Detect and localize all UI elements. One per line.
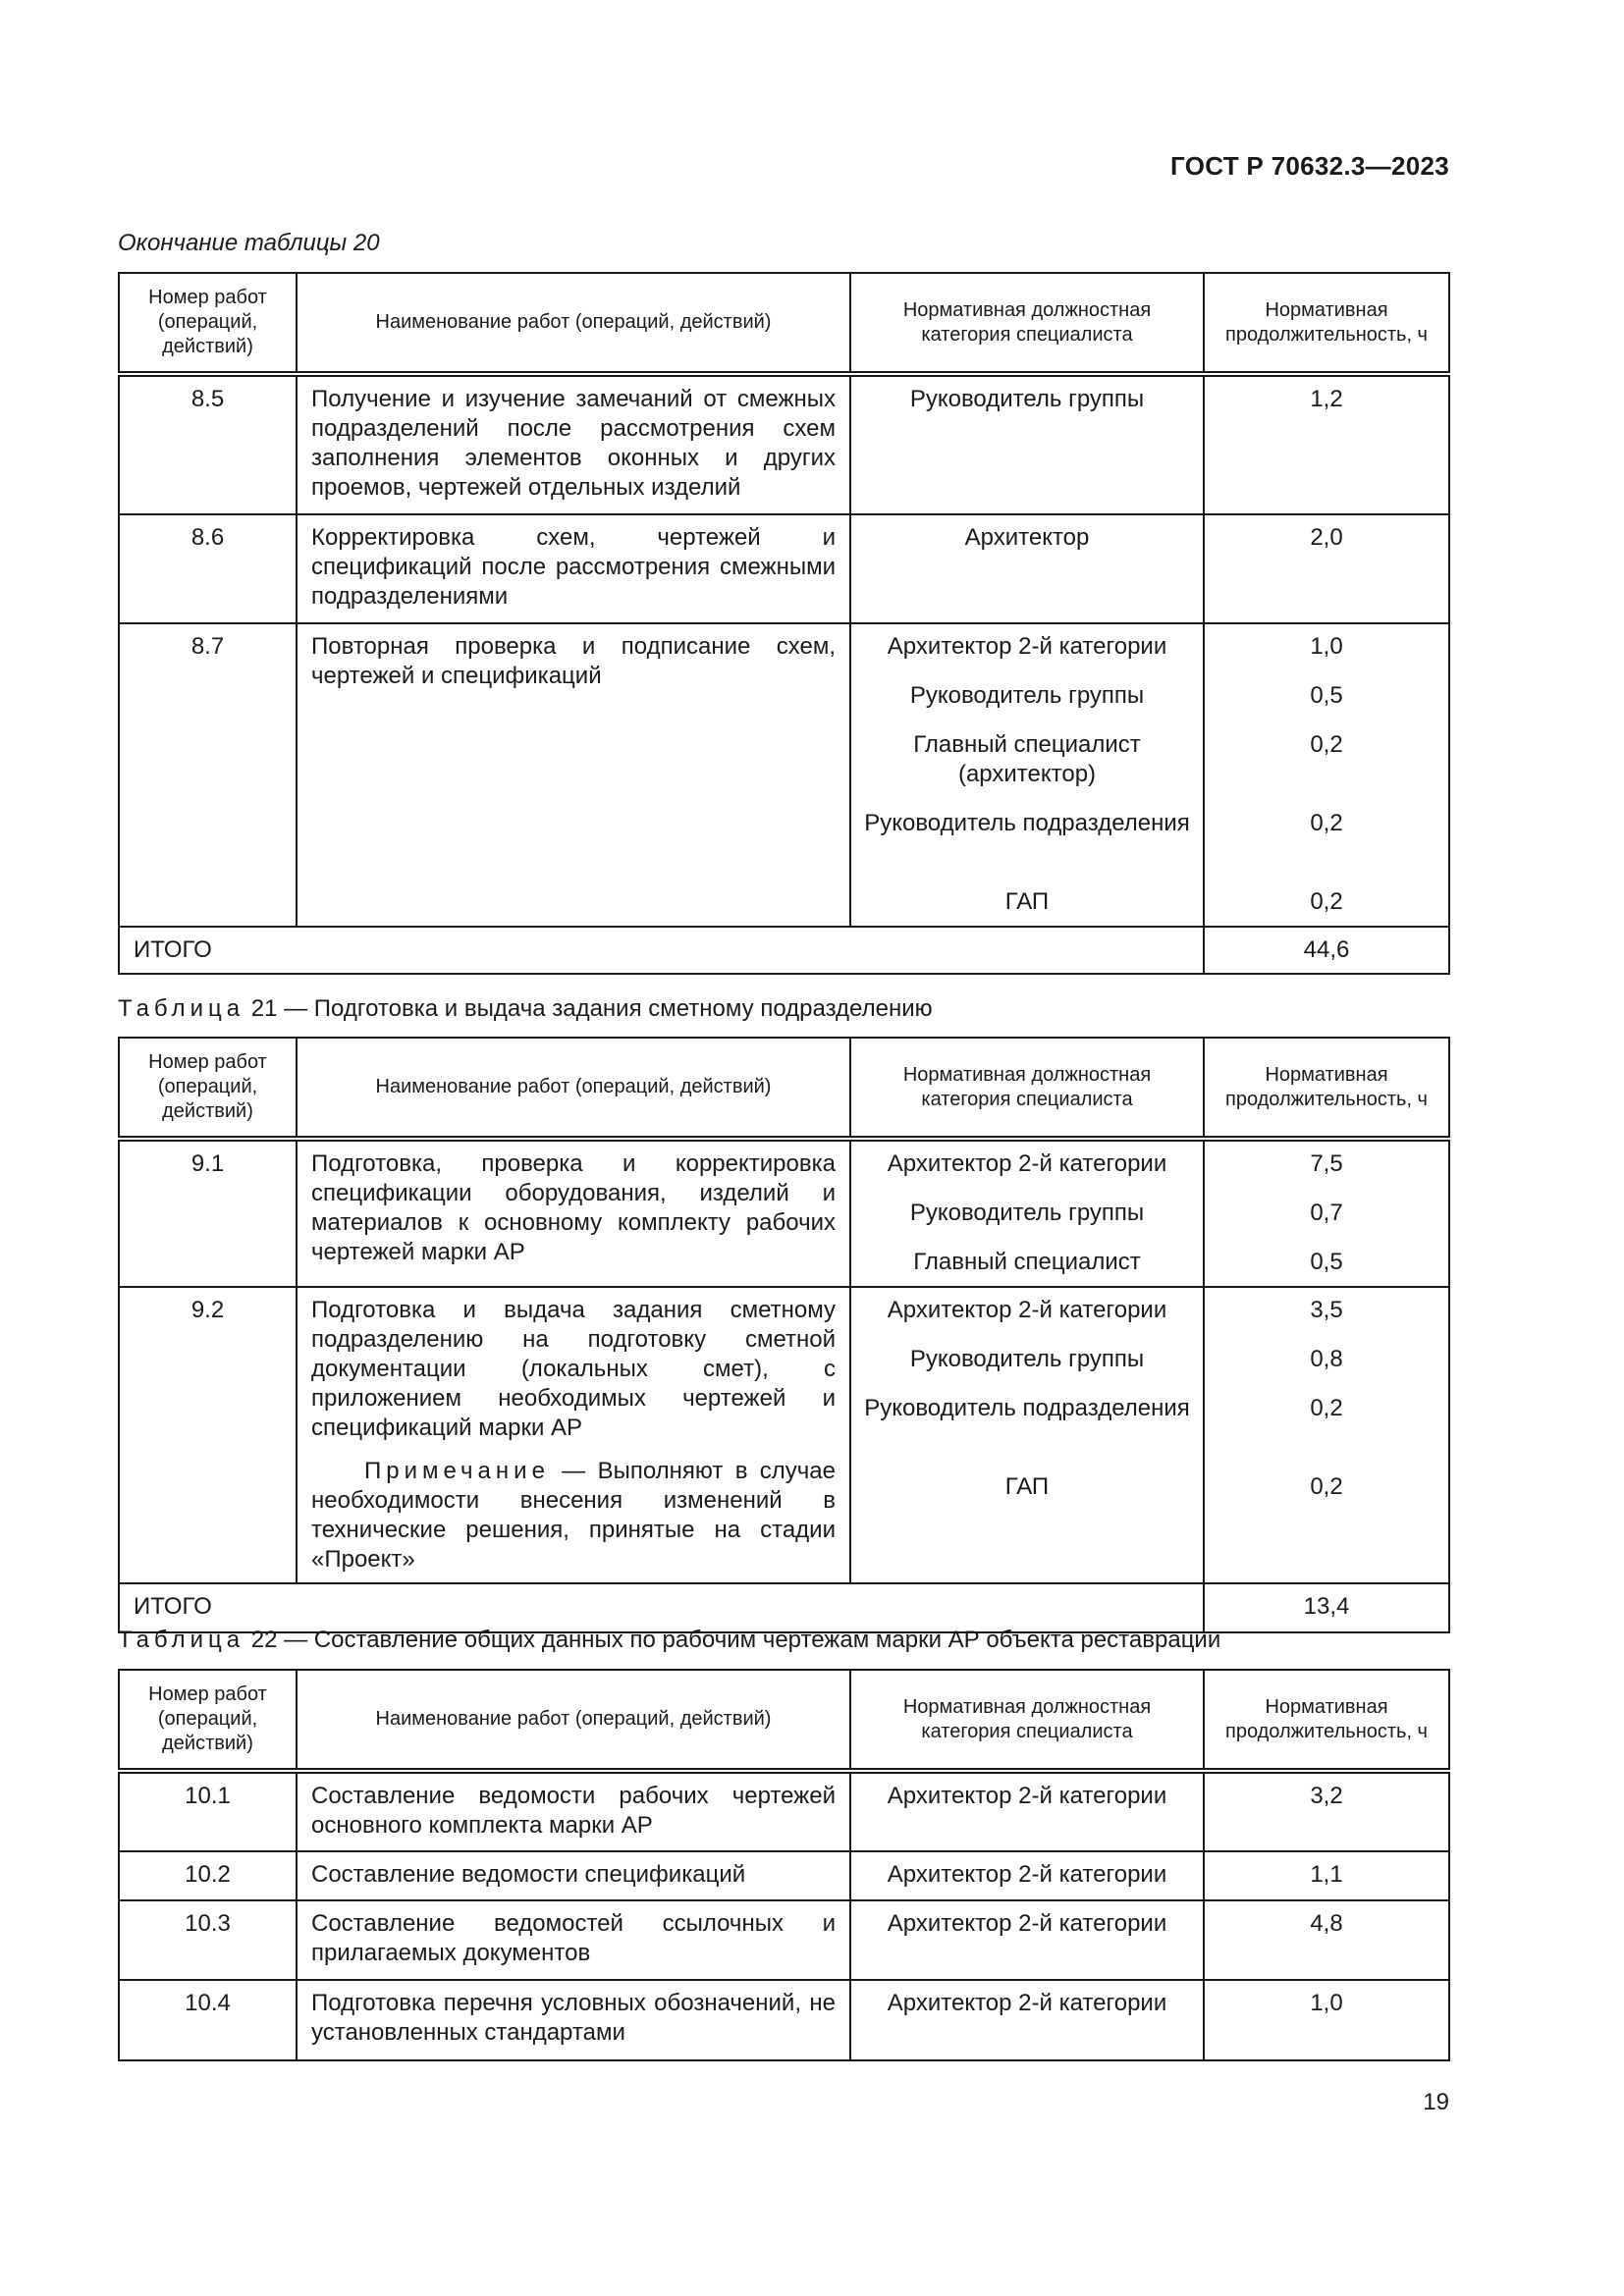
row-duration xyxy=(1204,1900,1449,1980)
row-category xyxy=(850,1980,1204,2060)
category-item: Главный специалист (архитектор) xyxy=(913,731,1141,787)
duration-item: 1,1 xyxy=(1310,1861,1343,1888)
table-row xyxy=(119,1851,1449,1900)
row-name: Повторная проверка и подписание схем, чертежей и спецификаций xyxy=(297,623,850,927)
duration-item: 4,8 xyxy=(1310,1910,1343,1937)
row-number: 8.6 xyxy=(119,514,297,623)
total-row xyxy=(119,927,1449,974)
duration-item: 0,8 xyxy=(1310,1346,1343,1372)
duration-item: 3,2 xyxy=(1310,1783,1343,1809)
row-number: 10.1 xyxy=(119,1771,297,1851)
category-item: Руководитель подразделения xyxy=(864,1395,1190,1421)
total-value: 13,4 xyxy=(1204,1583,1449,1632)
total-row xyxy=(119,1583,1449,1632)
row-category xyxy=(850,1139,1204,1287)
row-duration xyxy=(1204,1851,1449,1900)
row-number: 10.3 xyxy=(119,1900,297,1980)
col-header-duration: Нормативная продолжительность, ч xyxy=(1204,1670,1449,1771)
duration-item: 0,2 xyxy=(1310,1395,1343,1421)
category-item: Руководитель подразделения xyxy=(864,810,1190,836)
document-header: ГОСТ Р 70632.3—2023 xyxy=(1170,151,1449,181)
category-item: Архитектор 2-й категории xyxy=(887,1783,1167,1809)
duration-item: 3,5 xyxy=(1310,1297,1343,1323)
table-row xyxy=(119,1900,1449,1980)
table-row xyxy=(119,1139,1449,1287)
table-row xyxy=(119,1287,1449,1583)
row-name xyxy=(297,1287,850,1583)
row-duration xyxy=(1204,623,1449,927)
table-header-row xyxy=(119,273,1449,374)
duration-item: 0,2 xyxy=(1310,810,1343,836)
table-header-row xyxy=(119,1670,1449,1771)
category-item: Архитектор 2-й категории xyxy=(887,1297,1167,1323)
col-header-category: Нормативная должностная категория специалиста xyxy=(850,273,1204,374)
caption-text: 21 — Подготовка и выдача задания сметному подразделению xyxy=(244,995,933,1022)
category-item: Руководитель группы xyxy=(909,682,1145,709)
row-duration xyxy=(1204,514,1449,623)
row-duration xyxy=(1204,1980,1449,2060)
row-number: 8.5 xyxy=(119,374,297,514)
col-header-number: Номер работ (операций, действий) xyxy=(119,1038,297,1139)
duration-item: 1,2 xyxy=(1310,386,1343,412)
col-header-category: Нормативная должностная категория специалиста xyxy=(850,1038,1204,1139)
row-category xyxy=(850,1771,1204,1851)
table-22-caption xyxy=(118,1627,1220,1654)
table-header-row xyxy=(119,1038,1449,1139)
table-22 xyxy=(118,1669,1450,2061)
table-21-caption xyxy=(118,995,933,1023)
category-item: ГАП xyxy=(1004,888,1050,915)
duration-item: 0,2 xyxy=(1310,731,1343,758)
category-item: Архитектор 2-й категории xyxy=(887,1861,1167,1888)
total-label: ИТОГО xyxy=(119,1583,1204,1632)
duration-item: 2,0 xyxy=(1310,524,1343,551)
row-duration xyxy=(1204,1139,1449,1287)
duration-item: 1,0 xyxy=(1310,633,1343,660)
row-note xyxy=(311,1457,836,1575)
row-number: 9.1 xyxy=(119,1139,297,1287)
category-item: Архитектор 2-й категории xyxy=(887,633,1167,660)
col-header-number: Номер работ (операций, действий) xyxy=(119,1670,297,1771)
row-number: 8.7 xyxy=(119,623,297,927)
row-name: Составление ведомости рабочих чертежей основного комплекта марки АР xyxy=(297,1771,850,1851)
row-category xyxy=(850,1287,1204,1583)
row-category xyxy=(850,623,1204,927)
duration-item: 0,2 xyxy=(1310,1473,1343,1500)
col-header-duration: Нормативная продолжительность, ч xyxy=(1204,1038,1449,1139)
total-value: 44,6 xyxy=(1204,927,1449,974)
table-row xyxy=(119,514,1449,623)
col-header-name: Наименование работ (операций, действий) xyxy=(297,1670,850,1771)
row-duration xyxy=(1204,1771,1449,1851)
note-label: Примечание xyxy=(364,1458,550,1484)
row-duration xyxy=(1204,374,1449,514)
category-item: Руководитель группы xyxy=(909,1200,1145,1226)
table-21 xyxy=(118,1037,1450,1633)
col-header-name: Наименование работ (операций, действий) xyxy=(297,1038,850,1139)
row-name-text: Подготовка и выдача задания сметному подразделению на подготовку сметной документации (локальных смет), с приложением необходимых чертежей и спецификаций марки АР xyxy=(311,1297,836,1441)
row-number: 10.4 xyxy=(119,1980,297,2060)
caption-label: Таблица xyxy=(118,995,245,1022)
duration-item: 0,2 xyxy=(1310,888,1343,915)
col-header-name: Наименование работ (операций, действий) xyxy=(297,273,850,374)
total-label: ИТОГО xyxy=(119,927,1204,974)
row-duration xyxy=(1204,1287,1449,1583)
row-name: Подготовка, проверка и корректировка спецификации оборудования, изделий и материалов к основному комплекту рабочих чертежей марки АР xyxy=(297,1139,850,1287)
category-item: Руководитель группы xyxy=(909,1346,1145,1372)
table-row xyxy=(119,1980,1449,2060)
row-category xyxy=(850,514,1204,623)
col-header-duration: Нормативная продолжительность, ч xyxy=(1204,273,1449,374)
row-category xyxy=(850,1900,1204,1980)
duration-item: 1,0 xyxy=(1310,1990,1343,2016)
table-row xyxy=(119,1771,1449,1851)
category-item: Главный специалист xyxy=(913,1249,1141,1275)
duration-item: 7,5 xyxy=(1310,1150,1343,1177)
duration-item: 0,5 xyxy=(1310,682,1343,709)
col-header-number: Номер работ (операций, действий) xyxy=(119,273,297,374)
category-item: Архитектор 2-й категории xyxy=(887,1910,1167,1937)
row-number: 10.2 xyxy=(119,1851,297,1900)
duration-item: 0,5 xyxy=(1310,1249,1343,1275)
row-name: Получение и изучение замечаний от смежных подразделений после рассмотрения схем заполнения элементов оконных и других проемов, чертежей отдельных изделий xyxy=(297,374,850,514)
row-name: Подготовка перечня условных обозначений, не установленных стандартами xyxy=(297,1980,850,2060)
table-20-caption: Окончание таблицы 20 xyxy=(118,230,380,256)
row-name: Корректировка схем, чертежей и спецификаций после рассмотрения смежными подразделениями xyxy=(297,514,850,623)
category-item: Архитектор xyxy=(964,524,1090,551)
caption-text: 22 — Составление общих данных по рабочим чертежам марки АР объекта реставрации xyxy=(244,1627,1221,1653)
table-20 xyxy=(118,272,1450,975)
category-item: ГАП xyxy=(1004,1473,1050,1500)
row-name: Составление ведомости спецификаций xyxy=(297,1851,850,1900)
col-header-category: Нормативная должностная категория специалиста xyxy=(850,1670,1204,1771)
caption-label: Таблица xyxy=(118,1627,245,1653)
category-item: Архитектор 2-й категории xyxy=(887,1990,1167,2016)
row-category xyxy=(850,1851,1204,1900)
duration-item: 0,7 xyxy=(1310,1200,1343,1226)
note-text: — Выполняют в случае необходимости внесения изменений в технические решения, принятые на стадии «Проект» xyxy=(311,1458,836,1573)
table-row xyxy=(119,623,1449,927)
category-item: Архитектор 2-й категории xyxy=(887,1150,1167,1177)
row-name: Составление ведомостей ссылочных и прилагаемых документов xyxy=(297,1900,850,1980)
row-category xyxy=(850,374,1204,514)
page-number: 19 xyxy=(1423,2089,1449,2115)
table-row xyxy=(119,374,1449,514)
category-item: Руководитель группы xyxy=(909,386,1145,412)
row-number: 9.2 xyxy=(119,1287,297,1583)
